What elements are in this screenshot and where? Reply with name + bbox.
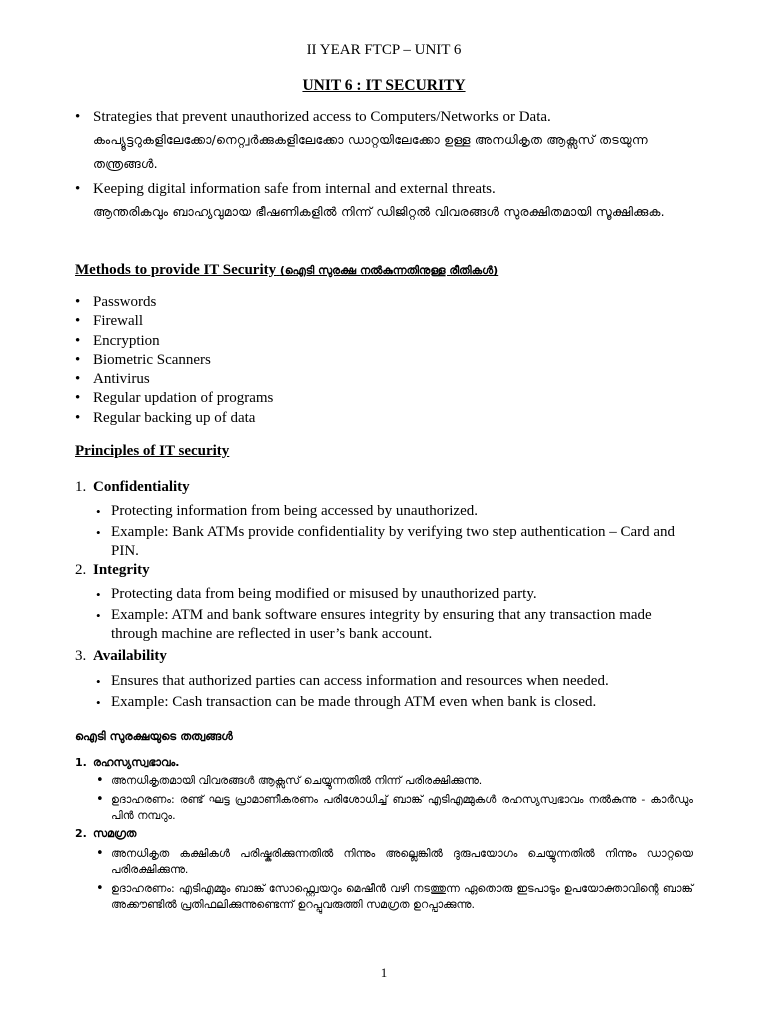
list-item: • ഉദാഹരണം: രണ്ട് ഘട്ട പ്രാമാണീകരണം പരിശോധിച്ച് ബാങ്ക് എടിഎമ്മുകൾ രഹസ്യസ്വഭാവം നൽകുന്നു - കാർഡും പിൻ നമ്പറും.: [93, 792, 693, 824]
principle-number: 3.: [75, 648, 87, 664]
intro-malayalam: ആന്തരികവും ബാഹ്യവുമായ ഭീഷണികളിൽ നിന്ന് ഡിജിറ്റൽ വിവരങ്ങൾ സുരക്ഷിതമായി സൂക്ഷിക്കുക.: [93, 204, 665, 219]
intro-bullet: [75, 106, 695, 176]
list-item: • Passwords: [75, 293, 273, 312]
list-item: • Regular updation of programs: [75, 389, 273, 408]
methods-list: [75, 293, 273, 428]
principle-number: 2.: [75, 827, 87, 840]
list-item: • Ensures that authorized parties can access information and resources when needed.: [93, 672, 693, 692]
principle-ml-points: [93, 846, 693, 916]
principle-number: 2.: [75, 562, 87, 578]
principle-points: [93, 585, 693, 646]
intro-malayalam: കംപ്യൂട്ടറുകളിലേക്കോ/നെറ്റ്വർക്കുകളിലേക്കോ ഡാറ്റയിലേക്കോ ഉള്ള അനധികൃത ആക്സസ് തടയുന്ന തന്ത്രങ്ങൾ.: [93, 132, 648, 171]
list-item: • Example: Bank ATMs provide confidentiality by verifying two step authentication – Card and PIN.: [93, 523, 693, 562]
intro-bullet: [75, 178, 695, 224]
principle-label: Confidentiality: [93, 479, 190, 495]
principle-ml-item: [75, 756, 179, 770]
principle-number: 1.: [75, 756, 87, 769]
methods-heading-ml: (ഐടി സുരക്ഷ നൽകുന്നതിനുള്ള രീതികൾ): [279, 264, 499, 277]
principle-points: [93, 672, 693, 713]
intro-english: Strategies that prevent unauthorized access to Computers/Networks or Data.: [93, 109, 551, 125]
list-item: • അനധികൃത കക്ഷികൾ പരിഷ്കരിക്കുന്നതിൽ നിന്നും അല്ലെങ്കിൽ ദുരുപയോഗം ചെയ്യുന്നതിൽ നിന്നും ഡാറ്റയെ പരിരക്ഷിക്കുന്നു.: [93, 846, 693, 878]
list-item: • Antivirus: [75, 370, 273, 389]
list-item: • Biometric Scanners: [75, 351, 273, 370]
list-item: • അനധികൃതമായി വിവരങ്ങൾ ആക്സസ് ചെയ്യുന്നതിൽ നിന്ന് പരിരക്ഷിക്കുന്നു.: [93, 773, 693, 789]
principles-heading: Principles of IT security: [75, 443, 230, 459]
principle-item: [75, 648, 167, 665]
page-title: UNIT 6 : IT SECURITY: [302, 77, 466, 94]
principle-ml-points: [93, 773, 693, 827]
methods-heading: [75, 262, 498, 279]
principles-ml-heading: ഐടി സുരക്ഷയുടെ തത്വങ്ങൾ: [75, 729, 233, 743]
list-item: • Regular backing up of data: [75, 409, 273, 428]
bullet-icon: •: [75, 181, 81, 197]
list-item: • Example: Cash transaction can be made through ATM even when bank is closed.: [93, 693, 693, 713]
page-number: 1: [380, 965, 388, 980]
principle-ml-item: [75, 827, 136, 841]
principle-label: സമഗ്രത: [93, 827, 137, 840]
intro-english: Keeping digital information safe from internal and external threats.: [93, 181, 496, 197]
list-item: • Example: ATM and bank software ensures integrity by ensuring that any transaction made through machine are reflected in user’s bank account.: [93, 606, 693, 645]
page-header: II YEAR FTCP – UNIT 6: [306, 42, 462, 58]
principle-label: Integrity: [93, 562, 150, 578]
principle-item: [75, 562, 150, 579]
principle-label: Availability: [93, 648, 167, 664]
list-item: • Protecting information from being accessed by unauthorized.: [93, 502, 693, 522]
list-item: • Protecting data from being modified or misused by unauthorized party.: [93, 585, 693, 605]
principle-number: 1.: [75, 479, 87, 495]
list-item: • Encryption: [75, 332, 273, 351]
principle-label: രഹസ്യസ്വഭാവം.: [93, 756, 180, 769]
list-item: • Firewall: [75, 312, 273, 331]
methods-heading-en: Methods to provide IT Security: [75, 262, 277, 278]
bullet-icon: •: [75, 109, 81, 125]
list-item: • ഉദാഹരണം: എടിഎമ്മും ബാങ്ക് സോഫ്റ്റ്വെയറും മെഷീൻ വഴി നടത്തുന്ന ഏതൊരു ഇടപാടും ഉപയോക്താവിന്റെ ബാങ്ക് അക്കൗണ്ടിൽ പ്രതിഫലിക്കുന്നുണ്ടെന്ന് ഉറപ്പുവരുത്തി സമഗ്രത ഉറപ്പാക്കുന്നു.: [93, 881, 693, 913]
principle-points: [93, 502, 693, 563]
principle-item: [75, 479, 190, 496]
